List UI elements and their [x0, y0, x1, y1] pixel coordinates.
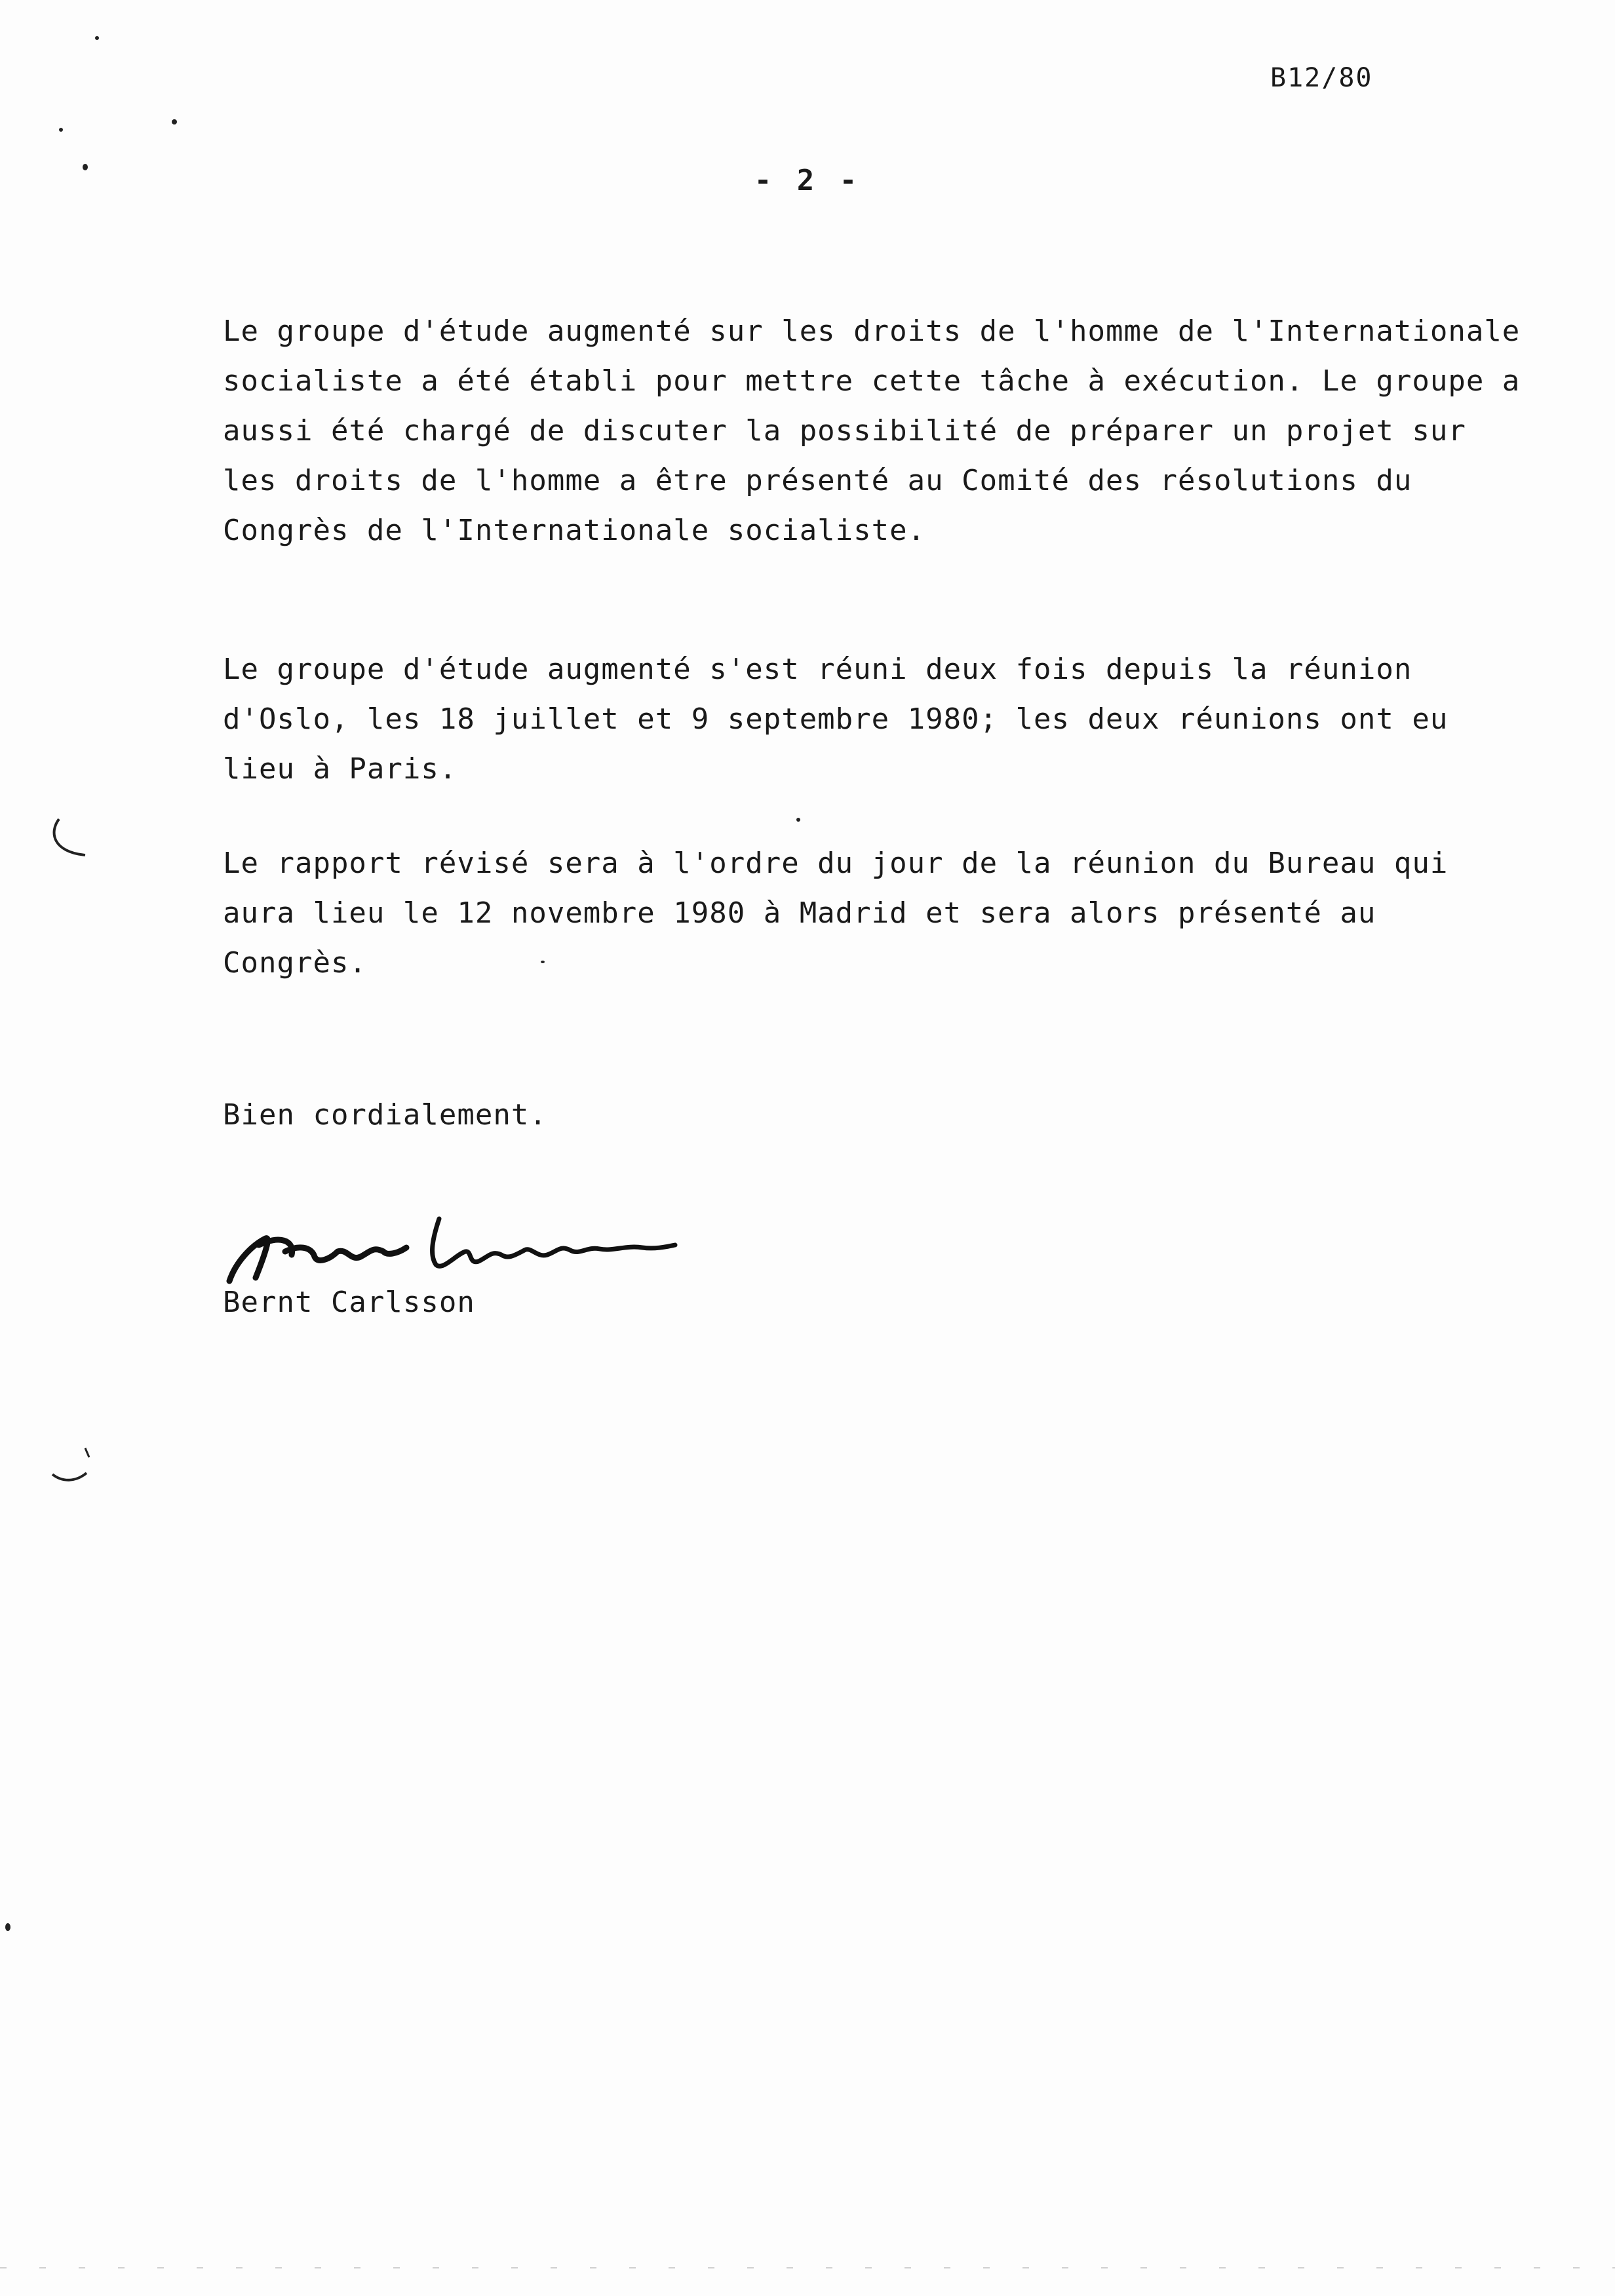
scan-edge-line: [0, 2267, 1615, 2268]
closing-salutation: [223, 1090, 1521, 1140]
scan-speck: [83, 164, 88, 170]
paragraph-1: [223, 307, 1521, 556]
document-reference: B12/80: [1270, 63, 1373, 93]
scan-speck: [59, 128, 63, 132]
closing-text: Bien cordialement.: [223, 1098, 547, 1132]
handwritten-signature: [216, 1199, 688, 1297]
scan-speck: [172, 119, 177, 124]
paragraph-2-text: Le groupe d'étude augmenté s'est réuni deux fois depuis la réunion d'Oslo, les 18 juillet et 9 septembre 1980; les deux réunions ont eu lieu à Paris.: [223, 653, 1449, 786]
scan-speck: [95, 36, 99, 40]
paragraph-2: [223, 645, 1521, 794]
paragraph-1-text: Le groupe d'étude augmenté sur les droits de l'homme de l'Internationale socialiste a été établi pour mettre cette tâche à exécution. Le groupe a aussi été chargé de discuter la possibilité de préparer un projet sur les droits de l'homme a être présenté au Comité des résolutions du Congrès de l'Internationale socialiste.: [223, 315, 1521, 547]
scan-arc: [46, 1442, 98, 1494]
paragraph-3: [223, 839, 1521, 988]
scan-speck: [541, 961, 545, 963]
scan-arc: [46, 813, 98, 865]
scan-speck: [5, 1923, 10, 1931]
page-number: - 2 -: [754, 164, 861, 197]
signer-name: Bernt Carlsson: [223, 1286, 475, 1319]
paragraph-3-text: Le rapport révisé sera à l'ordre du jour de la réunion du Bureau qui aura lieu le 12 novembre 1980 à Madrid et sera alors présenté au Congrès.: [223, 847, 1449, 980]
scan-speck: [796, 818, 800, 822]
